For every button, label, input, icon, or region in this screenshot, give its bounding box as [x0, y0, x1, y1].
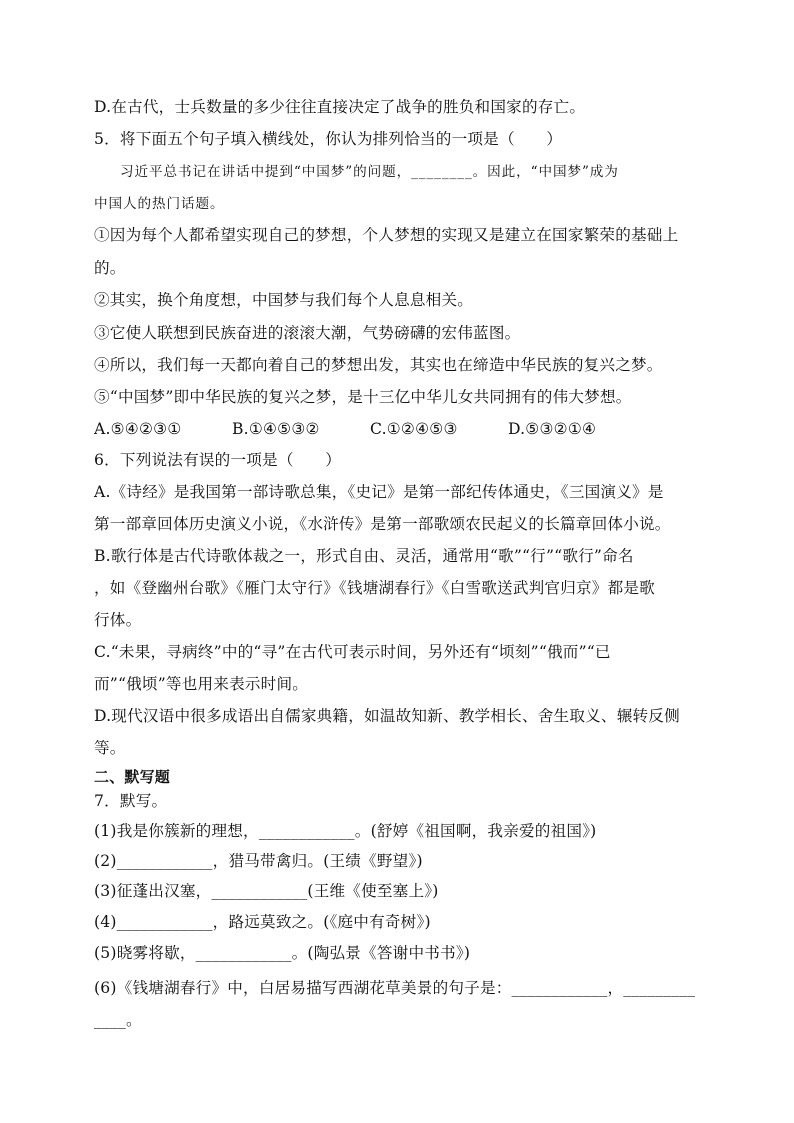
q6-option-a-line-1: A.《诗经》是我国第一部诗歌总集，《史记》是第一部纪传体通史，《三国演义》是 [94, 483, 664, 501]
q7-item-6-line-1: (6)《钱塘湖春行》中，白居易描写西湖花草美景的句子是：____________，_________ [94, 979, 696, 997]
q7-item-6-line-2: ____。 [94, 1011, 142, 1029]
q7-item-5: (5)晓雾将歇，____________。(陶弘景《答谢中书书》) [94, 944, 471, 962]
q6-stem: 6．下列说法有误的一项是（ ） [94, 451, 342, 469]
q6-option-d-line-1: D.现代汉语中很多成语出自儒家典籍，如温故知新、教学相长、舍生取义、辗转反侧 [94, 707, 680, 725]
q5-choice-a: A.⑤④②③① [94, 420, 182, 438]
q7-stem: 7．默写。 [94, 792, 168, 810]
q6-option-b-line-1: B.歌行体是古代诗歌体裁之一，形式自由、灵活，通常用“歌”“行”“歌行”命名 [94, 547, 634, 565]
q5-stem: 5．将下面五个句子填入横线处，你认为排列恰当的一项是（ ） [94, 130, 563, 148]
q5-sentence-4: ④所以，我们每一天都向着自己的梦想出发，其实也在缔造中华民族的复兴之梦。 [94, 356, 663, 374]
q5-sentence-1b: 的。 [94, 259, 126, 277]
q5-passage-line-1: 习近平总书记在讲话中提到“中国梦”的问题，________。因此，“中国梦”成为 [120, 164, 619, 180]
q6-option-a-line-2: 第一部章回体历史演义小说，《水浒传》是第一部歌颂农民起义的长篇章回体小说。 [94, 515, 671, 533]
q6-option-d-line-2: 等。 [94, 739, 126, 757]
q5-sentence-1a: ①因为每个人都希望实现自己的梦想，个人梦想的实现又是建立在国家繁荣的基础上 [94, 226, 679, 244]
q6-option-b-line-3: 行体。 [94, 611, 142, 629]
q5-sentence-2: ②其实，换个角度想，中国梦与我们每个人息息相关。 [94, 291, 474, 309]
q7-item-4: (4)____________，路远莫致之。(《庭中有奇树》) [94, 913, 431, 931]
q5-choices [94, 419, 704, 439]
q5-sentence-5: ⑤“中国梦”即中华民族的复兴之梦，是十三亿中华儿女共同拥有的伟大梦想。 [94, 388, 632, 406]
q5-choice-b: B.①④⑤③② [232, 420, 320, 438]
q5-choice-d: D.⑤③②①④ [508, 420, 597, 438]
q5-sentence-3: ③它使人联想到民族奋进的滚滚大潮，气势磅礴的宏伟蓝图。 [94, 324, 521, 342]
q7-item-3: (3)征蓬出汉塞，____________(王维《使至塞上》) [94, 882, 439, 900]
q6-option-b-line-2: ，如《登幽州台歌》《雁门太守行》《钱塘湖春行》《白雪歌送武判官归京》都是歌 [94, 579, 655, 597]
q4-option-d: D.在古代，士兵数量的多少往往直接决定了战争的胜负和国家的存亡。 [94, 98, 586, 116]
q5-passage-line-2: 中国人的热门话题。 [94, 196, 225, 212]
q5-choice-c: C.①②④⑤③ [370, 420, 458, 438]
section-heading-dictation: 二、默写题 [94, 768, 171, 786]
q7-item-2: (2)____________，猎马带禽归。(王绩《野望》) [94, 852, 423, 870]
q6-option-c-line-2: 而”“俄顷”等也用来表示时间。 [94, 675, 309, 693]
q6-option-c-line-1: C.“未果，寻病终”中的“寻”在古代可表示时间，另外还有“顷刻”“俄而”“已 [94, 643, 611, 661]
q7-item-1: (1)我是你簇新的理想，____________。(舒婷《祖国啊，我亲爱的祖国》) [94, 822, 597, 840]
